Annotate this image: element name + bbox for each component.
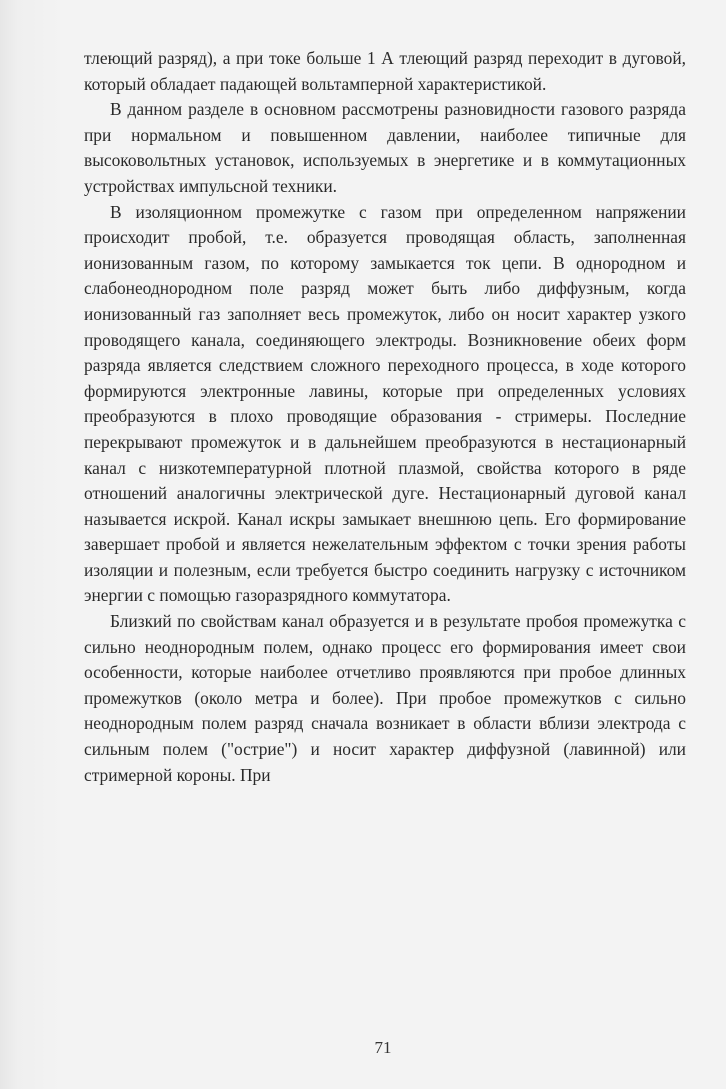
- paragraph-1: тлеющий разряд), а при токе больше 1 А тлеющий разряд переходит в дуговой, который обладает падающей вольтамперной характеристикой.: [84, 48, 686, 94]
- page-number: 71: [374, 1038, 392, 1057]
- paragraph-3: В изоляционном промежутке с газом при определенном напряжении происходит пробой, т.е. образуется проводящая область, заполненная ионизованным газом, по которому замыкается ток цепи. В однородном и слабонеоднородном поле разряд может быть либо диффузным, когда ионизованный газ заполняет весь промежуток, либо он носит характер узкого проводящего канала, соединяющего электроды. Возникновение обеих форм разряда является следствием сложного переходного процесса, в ходе которого формируются электронные лавины, которые при определенных условиях преобразуются в плохо проводящие образования - стримеры. Последние перекрывают промежуток и в дальнейшем преобразуются в нестационарный канал с низкотемпературной плотной плазмой, свойства которого в ряде отношений аналогичны электрической дуге. Нестационарный дуговой канал называется искрой. Канал искры замыкает внешнюю цепь. Его формирование завершает пробой и является нежелательным эффектом с точки зрения работы изоляции и полезным, если требуется быстро соединить нагрузку с источником энергии с помощью газоразрядного коммутатора.: [84, 201, 686, 606]
- paragraph-2: В данном разделе в основном рассмотрены разновидности газового разряда при нормальном и повышенном давлении, наиболее типичные для высоковольтных установок, используемых в энергетике и в коммутационных устройствах импульсной техники.: [84, 99, 686, 196]
- paragraph-4: Близкий по свойствам канал образуется и в результате пробоя промежутка с сильно неоднородным полем, однако процесс его формирования имеет свои особенности, которые наиболее отчетливо проявляются при пробое длинных промежутков (около метра и более). При пробое промежутков с сильно неоднородным полем разряд сначала возникает в области вблизи электрода с сильным полем ("острие") и носит характер диффузной (лавинной) или стримерной короны. При: [84, 611, 686, 785]
- body-text: [84, 46, 686, 788]
